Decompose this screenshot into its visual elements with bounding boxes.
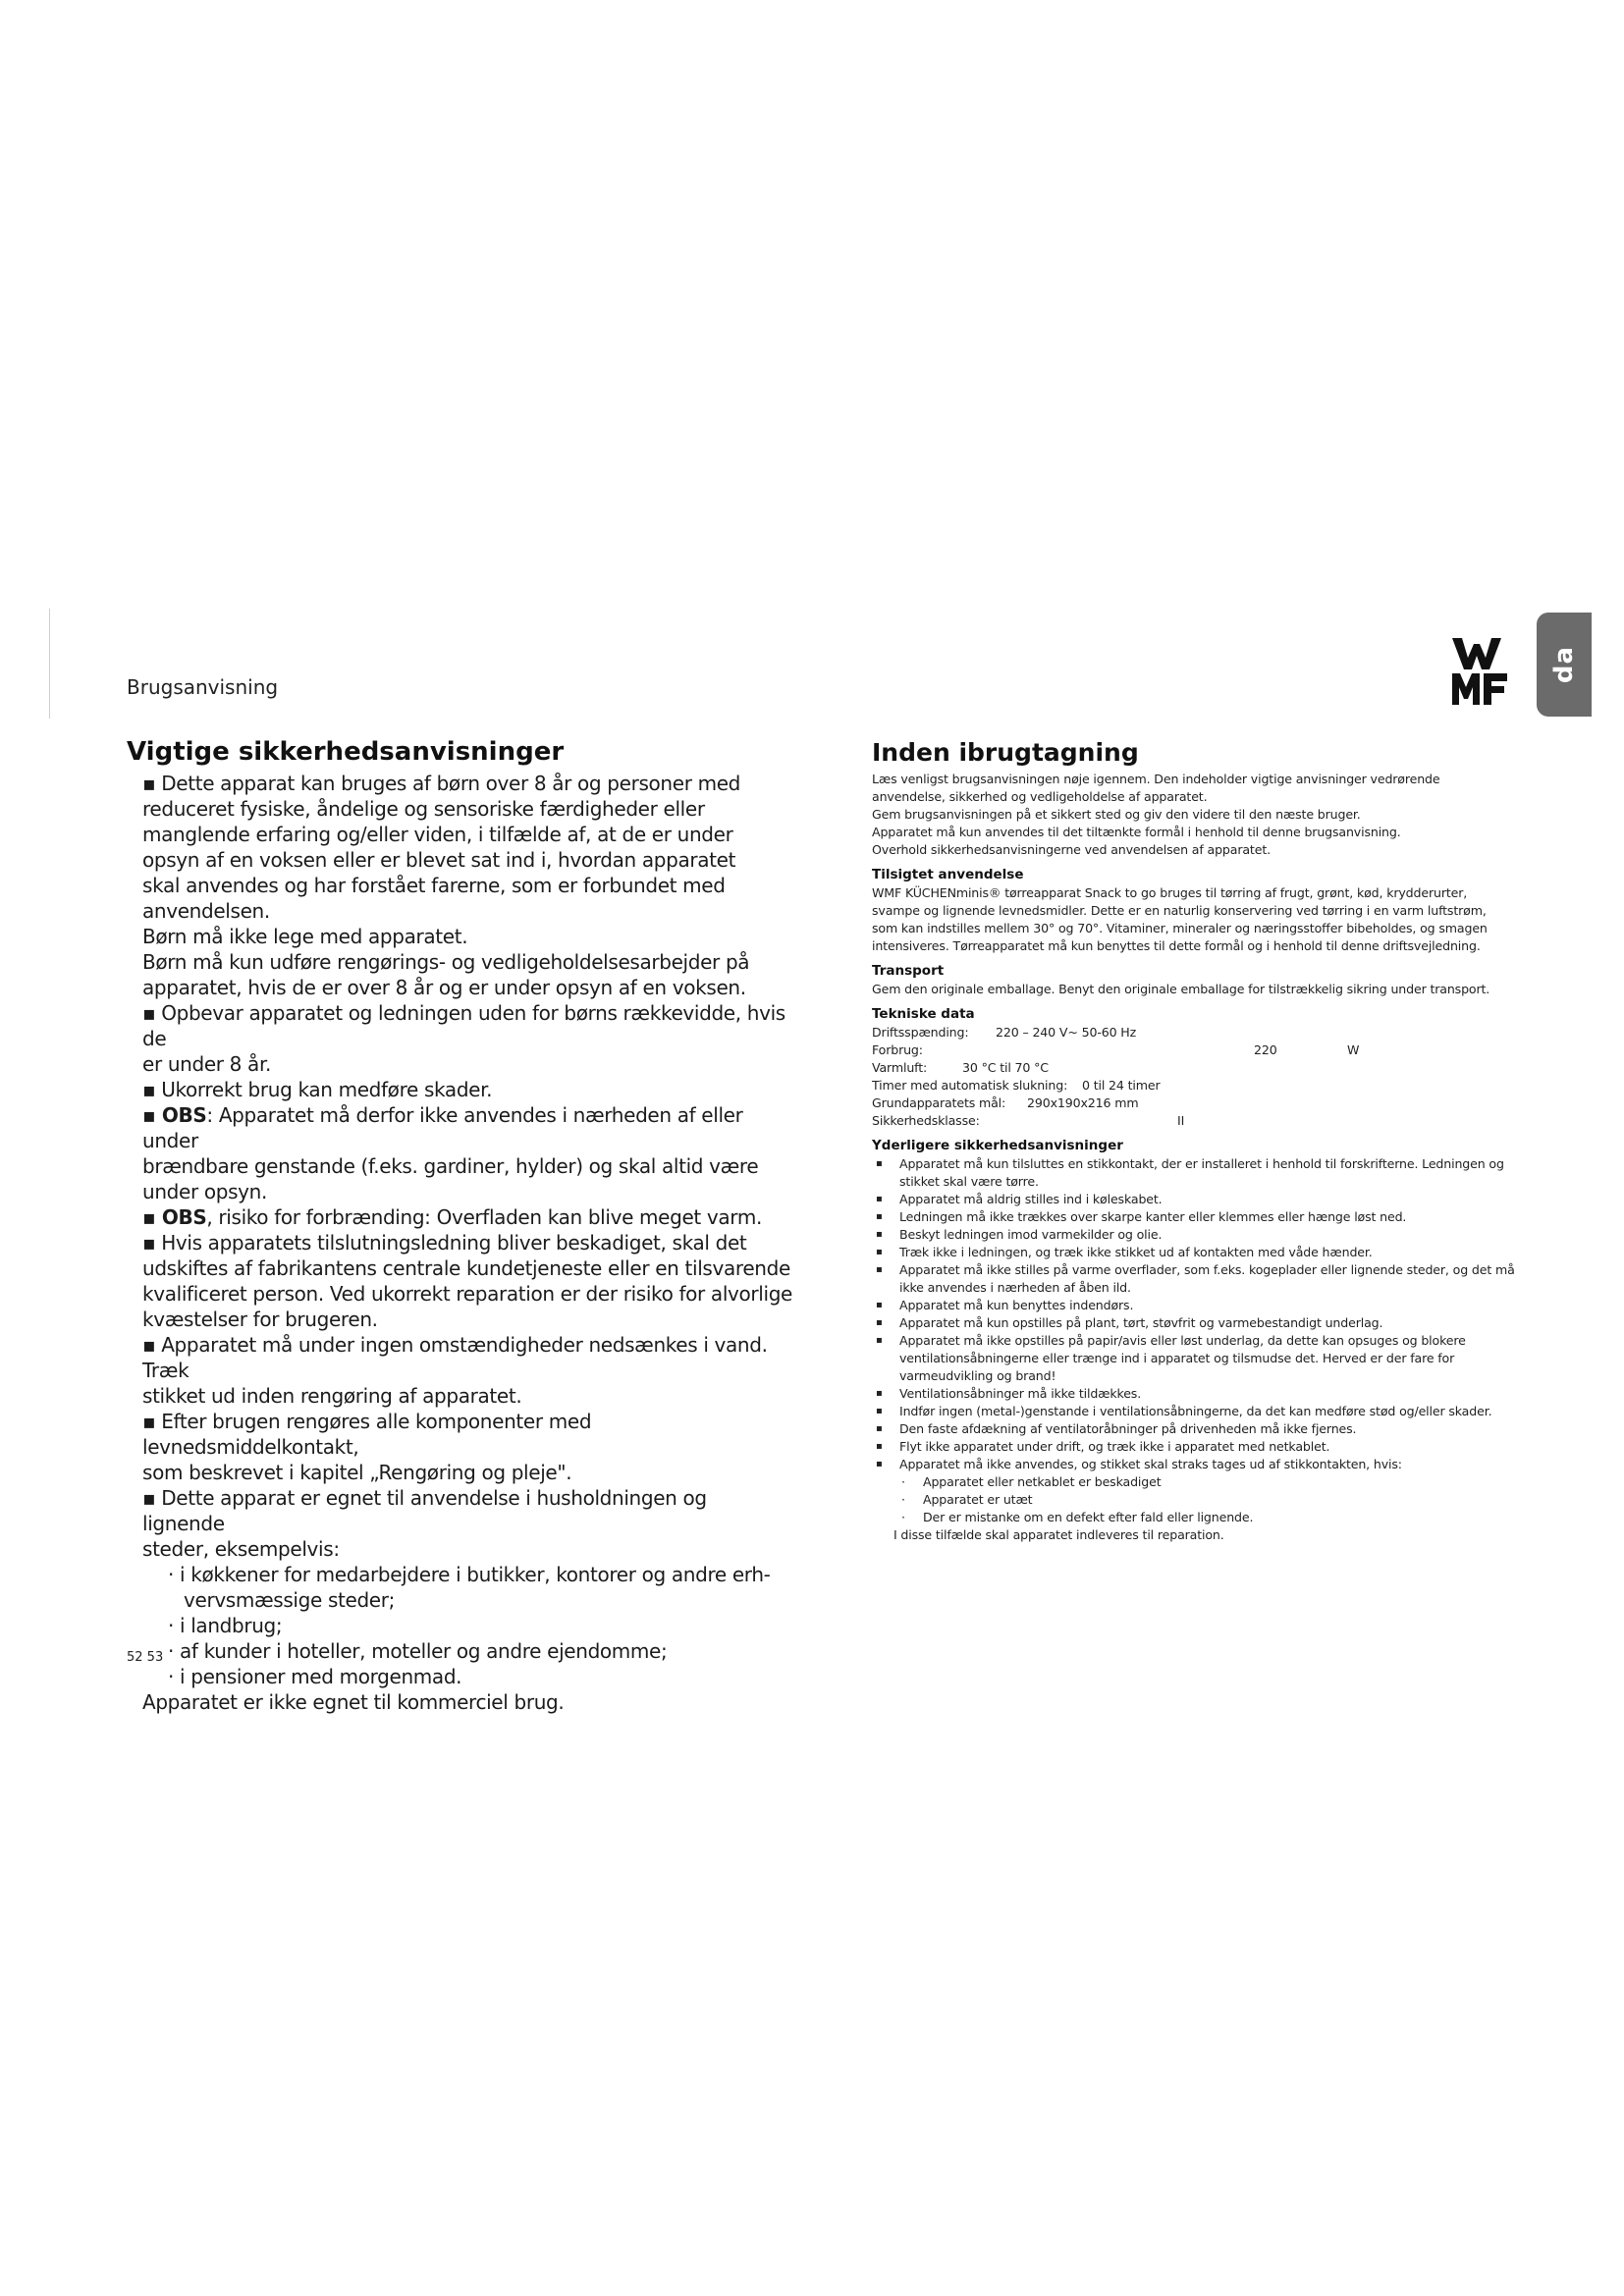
tech-value: 290x190x216 mm <box>1027 1095 1139 1110</box>
sub-list-item: · Apparatet er utæt <box>872 1491 1515 1509</box>
further-safety-heading: Yderligere sikkerhedsanvisninger <box>872 1138 1123 1153</box>
list-item: ▪ Ledningen må ikke trækkes over skarpe kanter eller klemmes eller hænge løst ned. <box>872 1208 1515 1226</box>
list-item: ▪ Apparatet må kun opstilles på plant, tørt, støvfrit og varmebestandigt underlag. <box>872 1314 1515 1332</box>
tech-label: Sikkerhedsklasse: <box>872 1113 980 1128</box>
text-line: opsyn af en voksen eller er blevet sat ind i, hvordan apparatet <box>142 848 736 872</box>
tech-label: Timer med automatisk slukning: <box>872 1078 1068 1093</box>
example-item: · i pensioner med morgenmad. <box>168 1665 462 1688</box>
tech-data-table <box>872 1024 1515 1130</box>
text-line: er under 8 år. <box>142 1052 271 1076</box>
list-item: ▪ Apparatet må aldrig stilles ind i køleskabet. <box>872 1191 1515 1208</box>
tech-label: Varmluft: <box>872 1060 928 1075</box>
transport-text <box>872 981 1515 998</box>
text-line: ▪ Dette apparat kan bruges af børn over 8 år og personer med <box>142 772 741 795</box>
setup-title: Inden ibrugtagning <box>872 738 1139 767</box>
repair-note: I disse tilfælde skal apparatet indleveres til reparation. <box>893 1527 1224 1542</box>
text-line: som kan indstilles mellem 30° og 70°. Vitaminer, mineraler og næringsstoffer bibeholdes, og smagen <box>872 921 1488 935</box>
list-item: ▪ Apparatet må ikke anvendes, og stikket skal straks tages ud af stikkontakten, hvis: <box>872 1456 1515 1473</box>
obs-text: , risiko for forbrænding: Overfladen kan blive meget varm. <box>206 1205 762 1229</box>
intro-text <box>872 771 1515 859</box>
text-line: Overhold sikkerhedsanvisningerne ved anvendelsen af apparatet. <box>872 842 1271 857</box>
obs-label: ▪ OBS <box>142 1205 207 1229</box>
text-line: kvæstelser for brugeren. <box>142 1308 378 1331</box>
text-line: ▪ Dette apparat er egnet til anvendelse i husholdningen og lignende <box>142 1486 707 1535</box>
language-tab[interactable] <box>1537 613 1592 717</box>
tech-value: 0 til 24 timer <box>1082 1078 1161 1093</box>
tech-row-power <box>872 1041 1515 1059</box>
list-item: ▪ Ventilationsåbninger må ikke tildækkes. <box>872 1385 1515 1403</box>
text-line: ▪ Hvis apparatets tilslutningsledning bliver beskadiget, skal det <box>142 1231 747 1255</box>
tech-unit: W <box>1347 1042 1360 1057</box>
example-item: · i landbrug; <box>168 1614 283 1637</box>
margin-rule <box>49 609 50 719</box>
list-item: ▪ Apparatet må ikke stilles på varme overflader, som f.eks. kogeplader eller lignende steder, og det må ikke anvendes i nærheden af åben ild. <box>872 1261 1515 1297</box>
page-numbers: 52 53 <box>127 1650 164 1665</box>
text-line: ▪ Opbevar apparatet og ledningen uden for børns rækkevidde, hvis de <box>142 1001 785 1050</box>
text-line: manglende erfaring og/eller viden, i tilfælde af, at de er under <box>142 823 733 846</box>
text-line: apparatet, hvis de er over 8 år og er under opsyn af en voksen. <box>142 976 746 999</box>
tech-row-supply <box>872 1024 1515 1041</box>
tech-value: 30 °C til 70 °C <box>962 1060 1049 1075</box>
tech-row-air <box>872 1059 1515 1077</box>
tech-value: 220 – 240 V~ 50-60 Hz <box>996 1025 1137 1040</box>
text-line: Gem den originale emballage. Benyt den originale emballage for tilstrækkelig sikring under transport. <box>872 982 1490 996</box>
example-item: · i køkkener for medarbejdere i butikker, kontorer og andre erh- <box>168 1563 771 1586</box>
list-item: ▪ Apparatet må kun tilsluttes en stikkontakt, der er installeret i henhold til forskrifterne. Ledningen og stikket skal være tørre. <box>872 1155 1515 1191</box>
list-item: ▪ Apparatet må kun benyttes indendørs. <box>872 1297 1515 1314</box>
language-code: da <box>1549 645 1579 684</box>
text-line: kvalificeret person. Ved ukorrekt reparation er der risiko for alvorlige <box>142 1282 792 1306</box>
tech-label: Grundapparatets mål: <box>872 1095 1006 1110</box>
tech-label: Driftsspænding: <box>872 1025 969 1040</box>
list-item: ▪ Apparatet må ikke opstilles på papir/avis eller løst underlag, da dette kan opsuges og blokere ventilationsåbningerne eller trænge ind i apparatet og tilsmudse det. Herved er der fare for varmeudvikling og brand! <box>872 1332 1515 1385</box>
text-line: ▪ Efter brugen rengøres alle komponenter med levnedsmiddelkontakt, <box>142 1410 592 1459</box>
text-line: udskiftes af fabrikantens centrale kundetjeneste eller en tilsvarende <box>142 1256 790 1280</box>
list-item: ▪ Beskyt ledningen imod varmekilder og olie. <box>872 1226 1515 1244</box>
text-line: intensiveres. Tørreapparatet må kun benyttes til dette formål og i henhold til denne driftsvejledning. <box>872 938 1481 953</box>
safety-title: Vigtige sikkerhedsanvisninger <box>127 737 565 767</box>
text-line: Børn må kun udføre rengørings- og vedligeholdelsesarbejder på <box>142 950 750 974</box>
tech-row-class <box>872 1112 1515 1130</box>
text-line: reduceret fysiske, åndelige og sensoriske færdigheder eller <box>142 797 705 821</box>
text-line: skal anvendes og har forstået farerne, som er forbundet med <box>142 874 726 897</box>
tech-value: 220 <box>1254 1042 1277 1057</box>
text-line: Gem brugsanvisningen på et sikkert sted og giv den videre til den næste bruger. <box>872 807 1361 822</box>
list-item: ▪ Flyt ikke apparatet under drift, og træk ikke i apparatet med netkablet. <box>872 1438 1515 1456</box>
intended-use-heading: Tilsigtet anvendelse <box>872 867 1024 882</box>
list-item: ▪ Den faste afdækning af ventilatoråbninger på drivenheden må ikke fjernes. <box>872 1420 1515 1438</box>
safety-body <box>127 771 794 1715</box>
tech-row-size <box>872 1095 1515 1112</box>
text-line: ▪ Ukorrekt brug kan medføre skader. <box>142 1078 493 1101</box>
list-item: ▪ Træk ikke i ledningen, og træk ikke stikket ud af kontakten med våde hænder. <box>872 1244 1515 1261</box>
obs-line <box>142 1102 794 1153</box>
text-line: stikket ud inden rengøring af apparatet. <box>142 1384 522 1408</box>
sub-list-item: · Der er mistanke om en defekt efter fald eller lignende. <box>872 1509 1515 1526</box>
text-line: ▪ Apparatet må under ingen omstændigheder nedsænkes i vand. Træk <box>142 1333 768 1382</box>
tech-row-timer <box>872 1077 1515 1095</box>
sub-list-item: · Apparatet eller netkablet er beskadiget <box>872 1473 1515 1491</box>
text-line: svampe og lignende levnedsmidler. Dette er en naturlig konservering ved tørring i en varm luftstrøm, <box>872 903 1487 918</box>
text-line: brændbare genstande (f.eks. gardiner, hylder) og skal altid være <box>142 1154 759 1178</box>
setup-section <box>872 739 1515 1544</box>
safety-section <box>127 737 794 1715</box>
section-label: Brugsanvisning <box>127 675 279 699</box>
text-line: under opsyn. <box>142 1180 267 1203</box>
obs-text: : Apparatet må derfor ikke anvendes i nærheden af eller under <box>142 1103 743 1152</box>
text-line: WMF KÜCHENminis® tørreapparat Snack to go bruges til tørring af frugt, grønt, kød, krydderurter, <box>872 885 1468 900</box>
obs-line <box>142 1204 794 1230</box>
text-line: Læs venligst brugsanvisningen nøje igennem. Den indeholder vigtige anvisninger vedrørende <box>872 772 1440 786</box>
example-item: vervsmæssige steder; <box>184 1588 396 1612</box>
list-item: ▪ Indfør ingen (metal-)genstande i ventilationsåbningerne, da det kan medføre stød og/eller skader. <box>872 1403 1515 1420</box>
example-item: · af kunder i hoteller, moteller og andre ejendomme; <box>168 1639 668 1663</box>
wmf-logo <box>1450 636 1509 707</box>
text-line: Apparatet må kun anvendes til det tiltænkte formål i henhold til denne brugsanvisning. <box>872 825 1401 839</box>
tech-value: II <box>1177 1113 1185 1128</box>
obs-label: ▪ OBS <box>142 1103 207 1127</box>
text-line: steder, eksempelvis: <box>142 1537 340 1561</box>
tech-data-heading: Tekniske data <box>872 1006 975 1022</box>
intended-use-text <box>872 884 1515 955</box>
text-line: som beskrevet i kapitel „Rengøring og pleje". <box>142 1461 572 1484</box>
further-safety-list <box>872 1155 1515 1544</box>
tech-label: Forbrug: <box>872 1042 923 1057</box>
text-line: Børn må ikke lege med apparatet. <box>142 925 468 948</box>
closing-line: Apparatet er ikke egnet til kommerciel brug. <box>142 1690 565 1714</box>
text-line: anvendelsen. <box>142 899 270 923</box>
text-line: anvendelse, sikkerhed og vedligeholdelse af apparatet. <box>872 789 1208 804</box>
transport-heading: Transport <box>872 963 945 979</box>
